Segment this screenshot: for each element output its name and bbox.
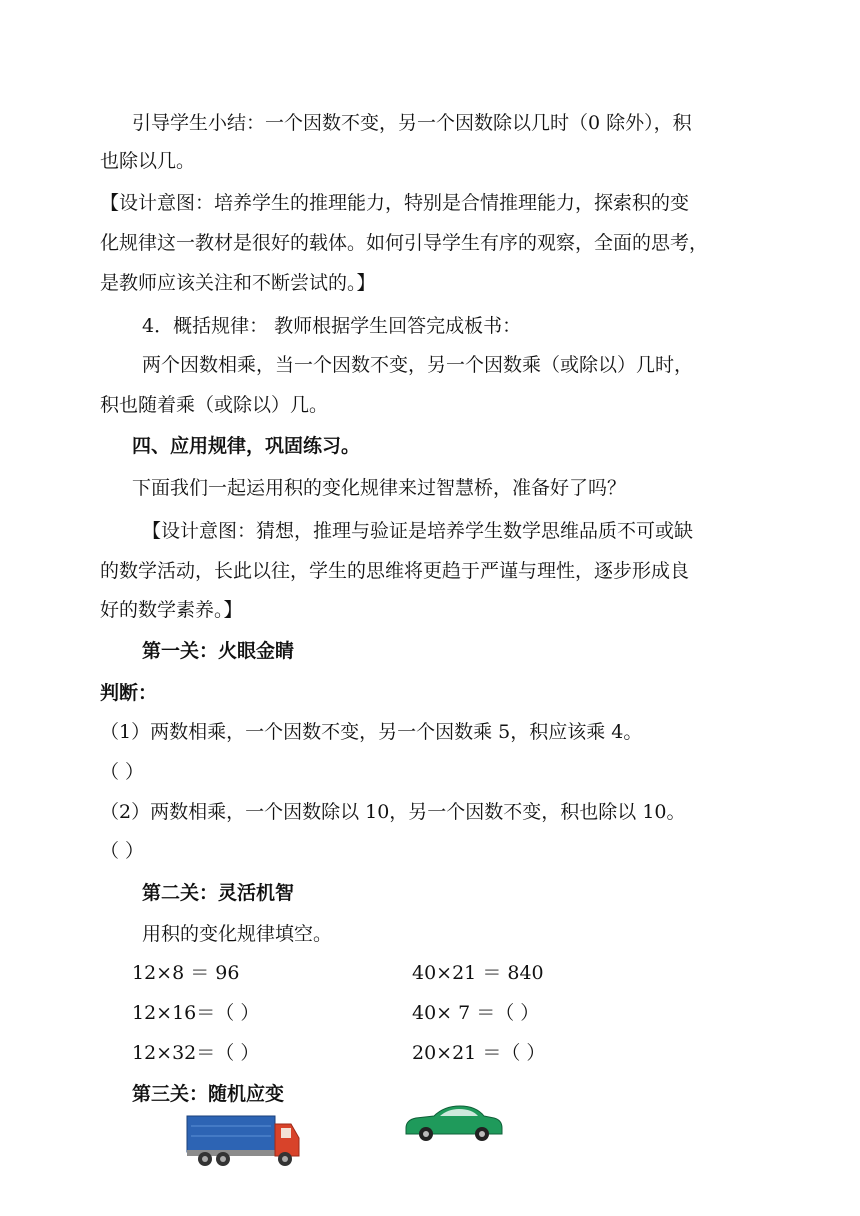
judge-label: 判断： [100, 682, 158, 704]
equation-3-right[interactable]: 20×21 ＝（ ） [412, 1042, 546, 1064]
level-three-heading: 第三关：随机应变 [132, 1083, 285, 1105]
truck-icon [185, 1112, 305, 1170]
section-four-heading: 四、应用规律，巩固练习。 [132, 435, 361, 457]
rule-text-line1: 两个因数相乘，当一个因数不变，另一个因数乘（或除以）几时， [142, 354, 694, 376]
design-intent-1-line2: 化规律这一教材是很好的载体。如何引导学生有序的观察，全面的思考， [100, 232, 709, 254]
judge-item-1-blank[interactable]: （ ） [100, 761, 145, 783]
design-intent-2-line1: 【设计意图：猜想，推理与验证是培养学生数学思维品质不可或缺 [142, 520, 694, 542]
design-intent-2-line2: 的数学活动，长此以往，学生的思维将更趋于严谨与理性，逐步形成良 [100, 560, 690, 582]
car-icon [402, 1102, 504, 1144]
equation-2-right[interactable]: 40× 7 ＝（ ） [412, 1002, 540, 1024]
level-one-heading: 第一关：火眼金睛 [142, 640, 295, 662]
judge-item-2-blank[interactable]: （ ） [100, 840, 145, 862]
equation-2-left[interactable]: 12×16＝（ ） [132, 1002, 260, 1024]
fill-blank-instruction: 用积的变化规律填空。 [142, 923, 333, 945]
design-intent-2-line3: 好的数学素养。】 [100, 599, 243, 621]
equation-1-left: 12×8 ＝ 96 [132, 962, 240, 984]
rule-text-line2: 积也随着乘（或除以）几。 [100, 394, 329, 416]
design-intent-1-line3: 是教师应该关注和不断尝试的。】 [100, 272, 376, 294]
para-summary-line2: 也除以几。 [100, 150, 196, 172]
level-two-heading: 第二关：灵活机智 [142, 882, 295, 904]
para-summary-line1: 引导学生小结：一个因数不变，另一个因数除以几时（0 除外），积 [132, 112, 692, 134]
design-intent-1-line1: 【设计意图：培养学生的推理能力，特别是合情推理能力，探索积的变 [100, 192, 690, 214]
generalize-rule-heading: 4．概括规律： 教师根据学生回答完成板书： [142, 315, 522, 337]
intro-bridge-text: 下面我们一起运用积的变化规律来过智慧桥，准备好了吗？ [132, 477, 627, 499]
judge-item-2: （2）两数相乘，一个因数除以 10，另一个因数不变，积也除以 10。 [100, 801, 686, 823]
judge-item-1: （1）两数相乘，一个因数不变，另一个因数乘 5，积应该乘 4。 [100, 721, 643, 743]
equation-1-right: 40×21 ＝ 840 [412, 962, 544, 984]
equation-3-left[interactable]: 12×32＝（ ） [132, 1042, 260, 1064]
